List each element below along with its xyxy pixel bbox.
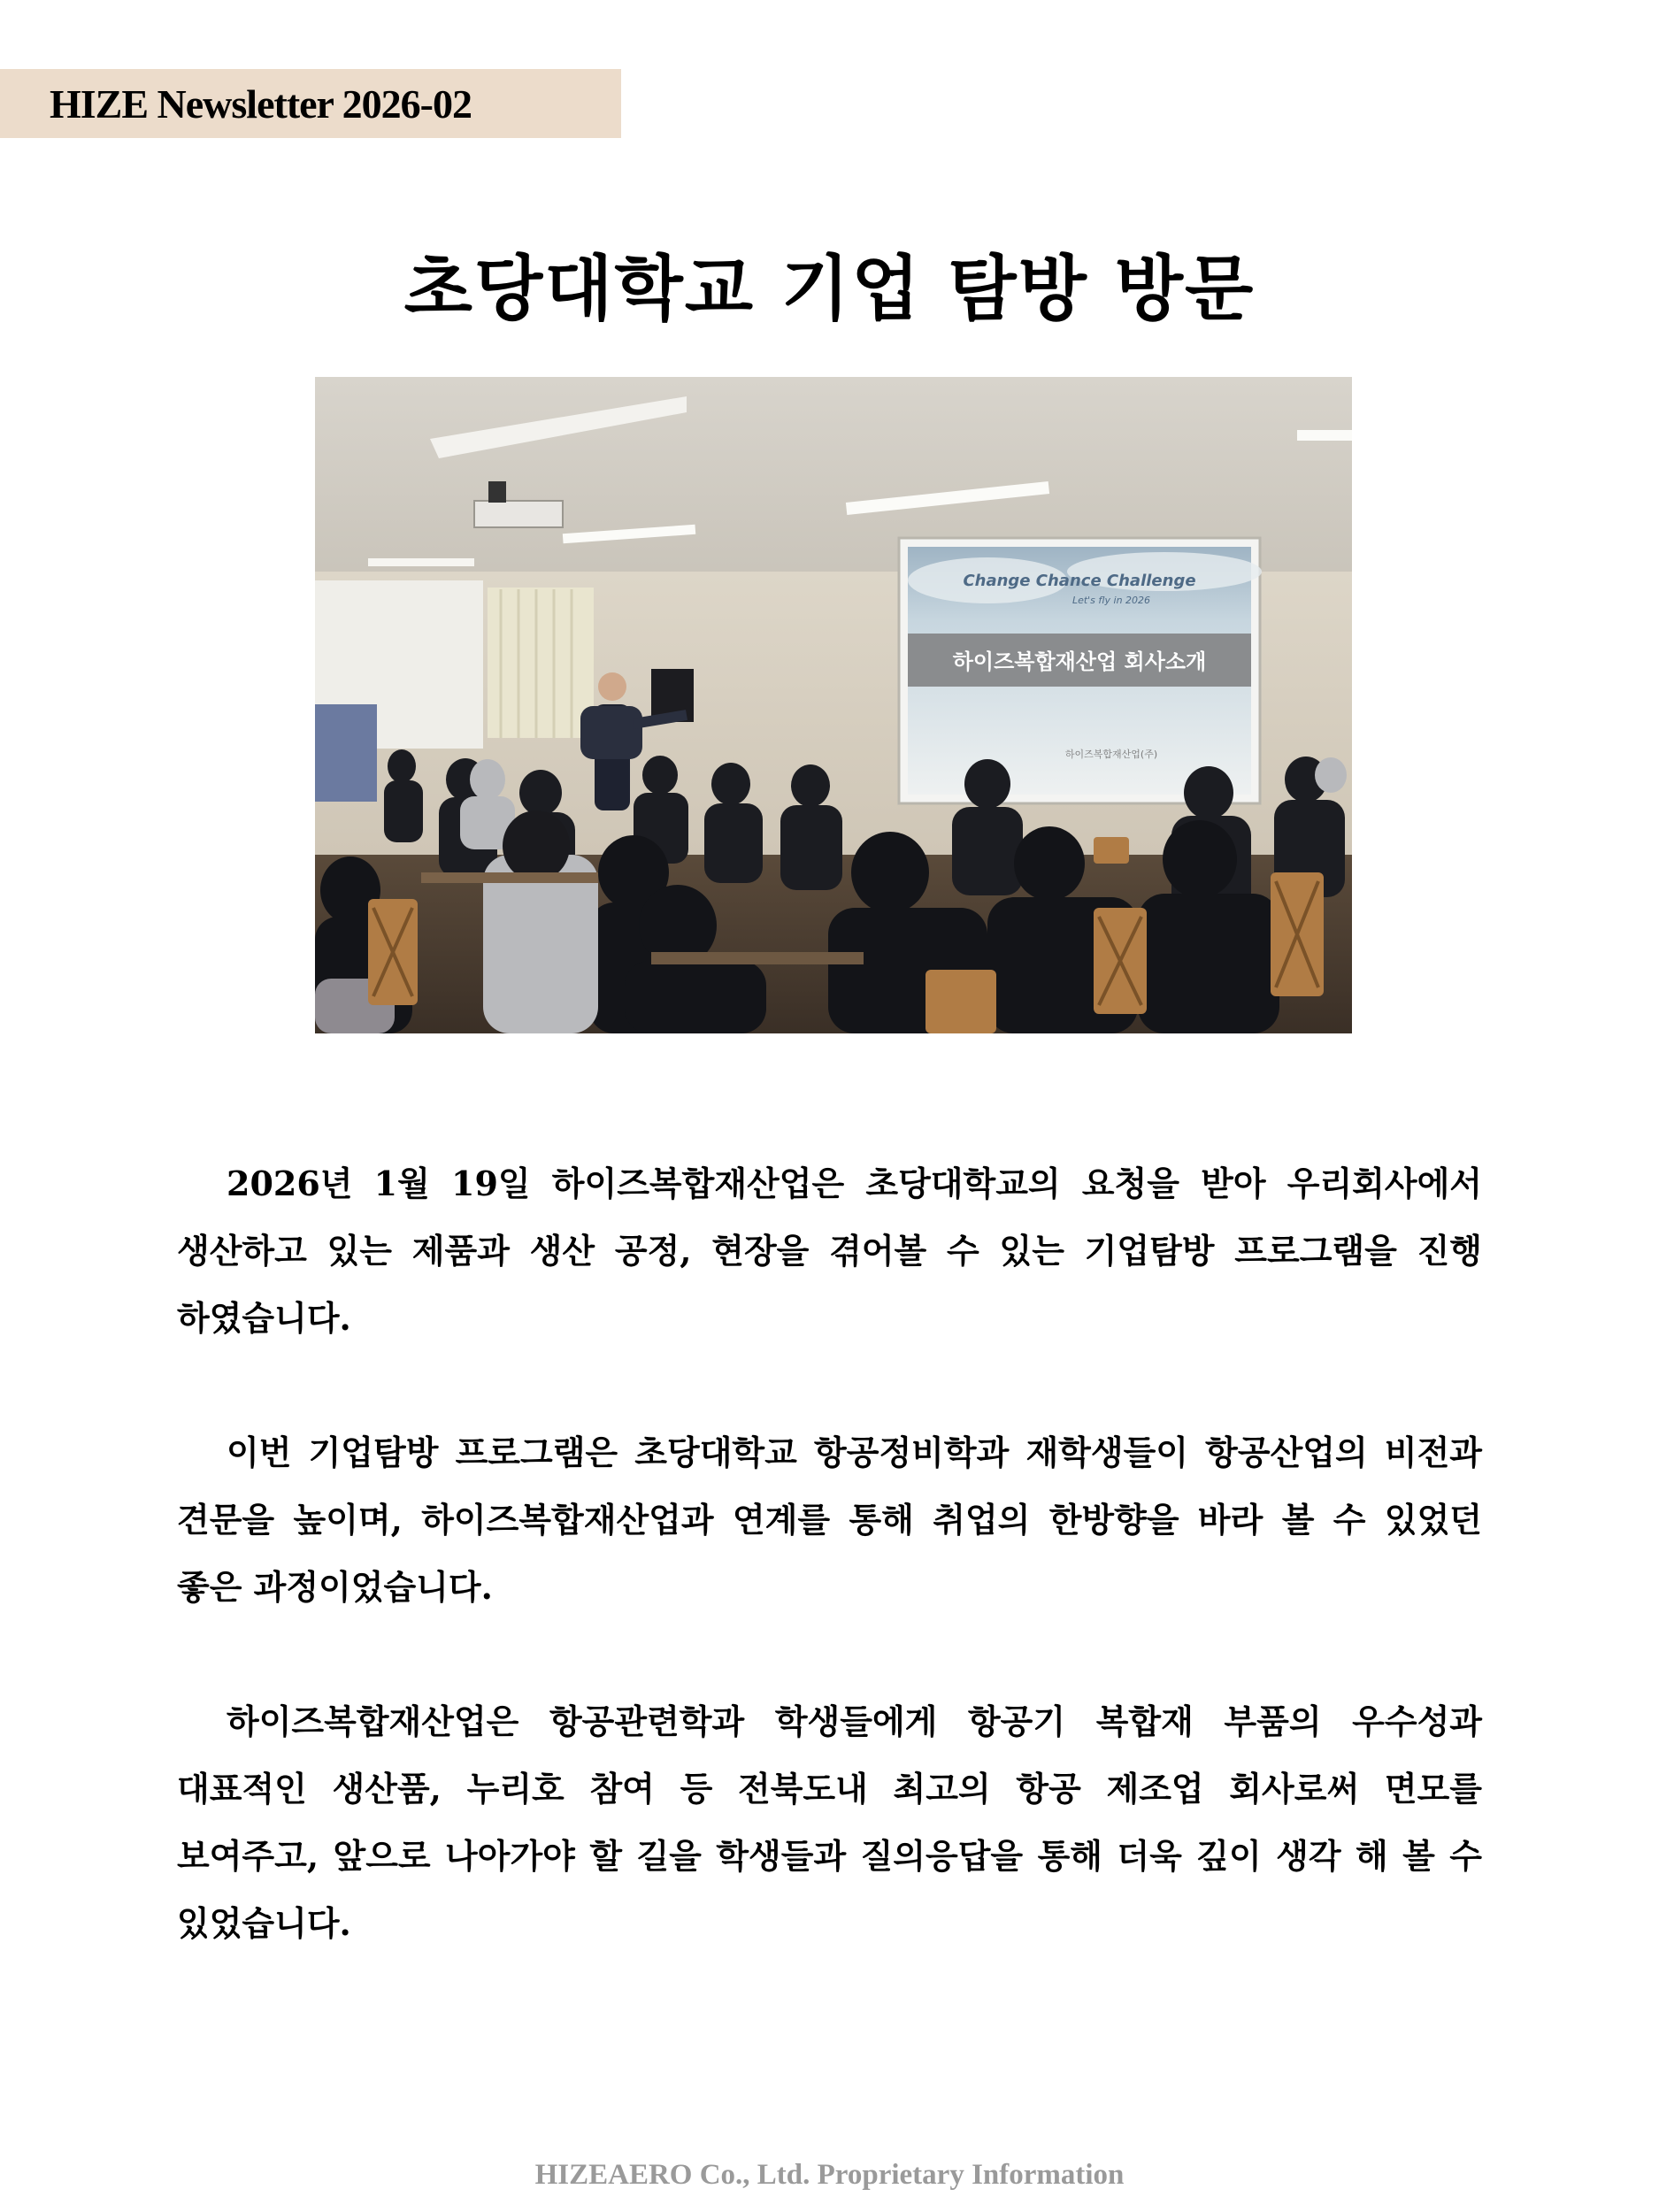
screen-company: 하이즈복합재산업(주) <box>1064 749 1158 760</box>
paragraph-1: 2026년 1월 19일 하이즈복합재산업은 초당대학교의 요청을 받아 우리회사에서 생산하고 있는 제품과 생산 공정, 현장을 겪어볼 수 있는 기업탐방 프로그램을 진행 하였습니다. <box>177 1164 1482 1338</box>
newsletter-label: HIZE Newsletter 2026-02 <box>50 81 472 127</box>
article-body <box>177 1150 1482 2024</box>
paragraph-2: 이번 기업탐방 프로그램은 초당대학교 항공정비학과 재학생들이 항공산업의 비전과 견문을 높이며, 하이즈복합재산업과 연계를 통해 취업의 한방향을 바라 볼 수 있었던 좋은 과정이었습니다. <box>177 1432 1482 1607</box>
screen-subslogan: Let's fly in 2026 <box>1071 595 1151 606</box>
page-title: 초당대학교 기업 탐방 방문 <box>403 248 1256 330</box>
seminar-photo <box>315 377 1352 1033</box>
screen-slogan: Change Chance Challenge <box>963 572 1196 590</box>
proprietary-footer: HIZEAERO Co., Ltd. Proprietary Information <box>534 2159 1125 2191</box>
seminar-photo-illustration <box>315 377 1352 1033</box>
newsletter-header <box>0 69 621 138</box>
paragraph-3: 하이즈복합재산업은 항공관련학과 학생들에게 항공기 복합재 부품의 우수성과 대표적인 생산품, 누리호 참여 등 전북도내 최고의 항공 제조업 회사로써 면모를 보여주고, 앞으로 나아가야 할 길을 학생들과 질의응답을 통해 더욱 깊이 생각 해 볼 수 있었습니다. <box>177 1701 1482 1943</box>
screen-heading: 하이즈복합재산업 회사소개 <box>952 649 1207 674</box>
